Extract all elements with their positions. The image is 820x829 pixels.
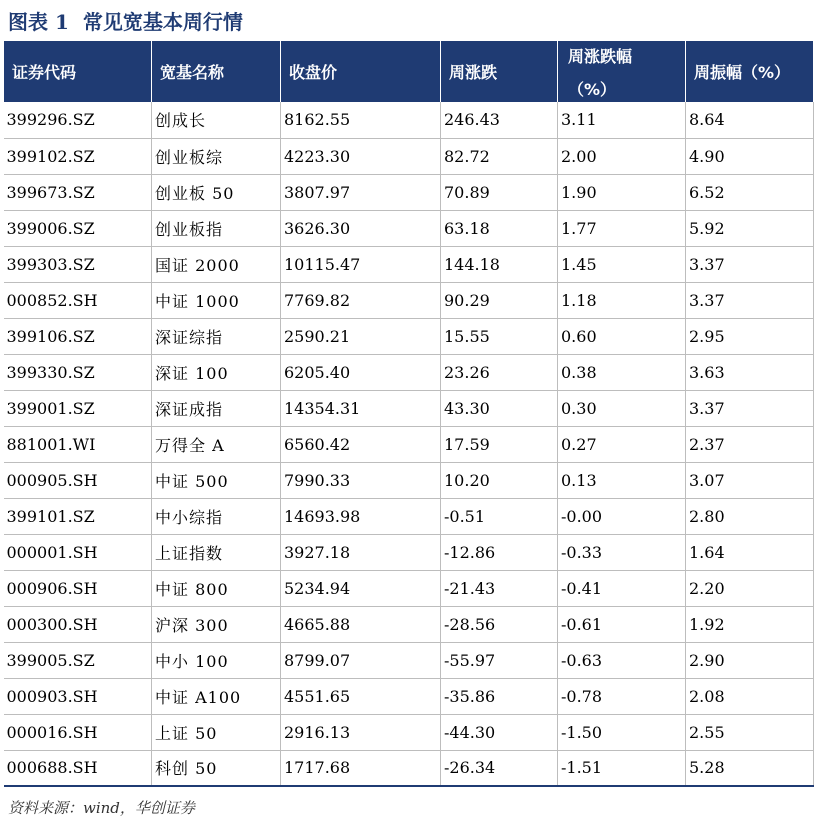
cell-code: 399101.SZ [4, 498, 152, 534]
table-row [4, 246, 814, 282]
table-row [4, 390, 814, 426]
cell-name: 创成长 [152, 102, 281, 138]
cell-close: 14693.98 [281, 498, 441, 534]
cell-close: 4551.65 [281, 678, 441, 714]
cell-name: 上证 50 [152, 714, 281, 750]
cell-amplitude: 3.07 [686, 462, 814, 498]
cell-name: 国证 2000 [152, 246, 281, 282]
cell-change: 246.43 [441, 102, 558, 138]
cell-close: 7769.82 [281, 282, 441, 318]
cell-close: 6560.42 [281, 426, 441, 462]
cell-change-pct: 3.11 [558, 102, 686, 138]
cell-code: 000852.SH [4, 282, 152, 318]
table-row [4, 354, 814, 390]
cell-change-pct: -1.50 [558, 714, 686, 750]
cell-change: -55.97 [441, 642, 558, 678]
cell-change-pct: 1.90 [558, 174, 686, 210]
cell-code: 399001.SZ [4, 390, 152, 426]
cell-amplitude: 5.28 [686, 750, 814, 786]
table-row [4, 138, 814, 174]
cell-change: 10.20 [441, 462, 558, 498]
cell-change-pct: -0.63 [558, 642, 686, 678]
cell-change-pct: 0.13 [558, 462, 686, 498]
cell-amplitude: 2.55 [686, 714, 814, 750]
cell-change-pct: 0.38 [558, 354, 686, 390]
cell-code: 881001.WI [4, 426, 152, 462]
cell-close: 14354.31 [281, 390, 441, 426]
cell-change: -12.86 [441, 534, 558, 570]
cell-amplitude: 2.80 [686, 498, 814, 534]
table-row [4, 102, 814, 138]
cell-close: 8799.07 [281, 642, 441, 678]
cell-name: 中小 100 [152, 642, 281, 678]
cell-name: 创业板 50 [152, 174, 281, 210]
table-row [4, 750, 814, 786]
table-row [4, 498, 814, 534]
cell-amplitude: 3.37 [686, 390, 814, 426]
cell-amplitude: 3.37 [686, 282, 814, 318]
cell-amplitude: 5.92 [686, 210, 814, 246]
table-header-row [4, 41, 814, 102]
cell-change: -44.30 [441, 714, 558, 750]
cell-code: 000906.SH [4, 570, 152, 606]
header-change: 周涨跌 [441, 41, 558, 102]
source-note: 资料来源：wind，华创证券 [8, 799, 195, 817]
cell-change: -21.43 [441, 570, 558, 606]
cell-change-pct: -0.41 [558, 570, 686, 606]
cell-name: 深证成指 [152, 390, 281, 426]
header-close: 收盘价 [281, 41, 441, 102]
cell-close: 4223.30 [281, 138, 441, 174]
figure-caption [8, 8, 243, 36]
cell-code: 399330.SZ [4, 354, 152, 390]
cell-change: 90.29 [441, 282, 558, 318]
cell-name: 创业板综 [152, 138, 281, 174]
cell-change: 15.55 [441, 318, 558, 354]
index-weekly-table [3, 41, 814, 787]
cell-amplitude: 2.20 [686, 570, 814, 606]
cell-code: 000903.SH [4, 678, 152, 714]
cell-change-pct: 2.00 [558, 138, 686, 174]
cell-close: 2590.21 [281, 318, 441, 354]
cell-amplitude: 4.90 [686, 138, 814, 174]
cell-code: 399673.SZ [4, 174, 152, 210]
cell-change-pct: -0.00 [558, 498, 686, 534]
cell-code: 000905.SH [4, 462, 152, 498]
cell-change: -0.51 [441, 498, 558, 534]
header-change-pct [558, 41, 686, 102]
header-name: 宽基名称 [152, 41, 281, 102]
cell-name: 深证综指 [152, 318, 281, 354]
table-row [4, 462, 814, 498]
cell-amplitude: 2.08 [686, 678, 814, 714]
table-row [4, 174, 814, 210]
cell-amplitude: 2.37 [686, 426, 814, 462]
cell-amplitude: 3.37 [686, 246, 814, 282]
cell-change: 70.89 [441, 174, 558, 210]
cell-close: 5234.94 [281, 570, 441, 606]
cell-name: 科创 50 [152, 750, 281, 786]
cell-change: -28.56 [441, 606, 558, 642]
table-row [4, 282, 814, 318]
cell-close: 4665.88 [281, 606, 441, 642]
cell-amplitude: 6.52 [686, 174, 814, 210]
cell-name: 中证 1000 [152, 282, 281, 318]
cell-name: 创业板指 [152, 210, 281, 246]
cell-close: 3927.18 [281, 534, 441, 570]
cell-name: 中证 500 [152, 462, 281, 498]
header-change-pct-label: 周涨跌幅 [568, 46, 633, 66]
cell-change: 144.18 [441, 246, 558, 282]
cell-change: 82.72 [441, 138, 558, 174]
cell-code: 000001.SH [4, 534, 152, 570]
table-row [4, 210, 814, 246]
cell-name: 深证 100 [152, 354, 281, 390]
cell-change-pct: -0.61 [558, 606, 686, 642]
table-row [4, 678, 814, 714]
cell-name: 上证指数 [152, 534, 281, 570]
cell-close: 6205.40 [281, 354, 441, 390]
cell-change-pct: -1.51 [558, 750, 686, 786]
cell-change-pct: 1.77 [558, 210, 686, 246]
table-row [4, 642, 814, 678]
cell-change-pct: 1.45 [558, 246, 686, 282]
cell-name: 中证 800 [152, 570, 281, 606]
cell-code: 000016.SH [4, 714, 152, 750]
table-row [4, 606, 814, 642]
cell-change: 23.26 [441, 354, 558, 390]
cell-code: 399106.SZ [4, 318, 152, 354]
table-row [4, 534, 814, 570]
cell-code: 399303.SZ [4, 246, 152, 282]
cell-change: 43.30 [441, 390, 558, 426]
cell-change-pct: -0.33 [558, 534, 686, 570]
figure-label: 图表 1 [8, 10, 69, 34]
cell-code: 399102.SZ [4, 138, 152, 174]
cell-amplitude: 1.64 [686, 534, 814, 570]
cell-code: 399006.SZ [4, 210, 152, 246]
cell-code: 399005.SZ [4, 642, 152, 678]
cell-change: 63.18 [441, 210, 558, 246]
cell-change-pct: 0.60 [558, 318, 686, 354]
cell-close: 2916.13 [281, 714, 441, 750]
cell-change-pct: 0.30 [558, 390, 686, 426]
cell-close: 1717.68 [281, 750, 441, 786]
cell-change: -35.86 [441, 678, 558, 714]
cell-name: 中证 A100 [152, 678, 281, 714]
cell-change-pct: 0.27 [558, 426, 686, 462]
cell-change: -26.34 [441, 750, 558, 786]
header-code: 证券代码 [4, 41, 152, 102]
cell-amplitude: 1.92 [686, 606, 814, 642]
cell-close: 10115.47 [281, 246, 441, 282]
cell-name: 万得全 A [152, 426, 281, 462]
cell-close: 8162.55 [281, 102, 441, 138]
cell-amplitude: 2.95 [686, 318, 814, 354]
table-row [4, 570, 814, 606]
cell-code: 399296.SZ [4, 102, 152, 138]
header-amplitude: 周振幅（%） [686, 41, 814, 102]
cell-amplitude: 8.64 [686, 102, 814, 138]
cell-change: 17.59 [441, 426, 558, 462]
table-body [4, 102, 814, 786]
cell-change-pct: 1.18 [558, 282, 686, 318]
cell-change-pct: -0.78 [558, 678, 686, 714]
cell-close: 3626.30 [281, 210, 441, 246]
cell-amplitude: 3.63 [686, 354, 814, 390]
table-row [4, 426, 814, 462]
cell-name: 沪深 300 [152, 606, 281, 642]
table-row [4, 714, 814, 750]
cell-code: 000688.SH [4, 750, 152, 786]
cell-name: 中小综指 [152, 498, 281, 534]
cell-close: 7990.33 [281, 462, 441, 498]
header-change-pct-unit: （%） [568, 79, 617, 99]
cell-code: 000300.SH [4, 606, 152, 642]
cell-close: 3807.97 [281, 174, 441, 210]
cell-amplitude: 2.90 [686, 642, 814, 678]
figure-title: 常见宽基本周行情 [82, 10, 243, 34]
table-row [4, 318, 814, 354]
